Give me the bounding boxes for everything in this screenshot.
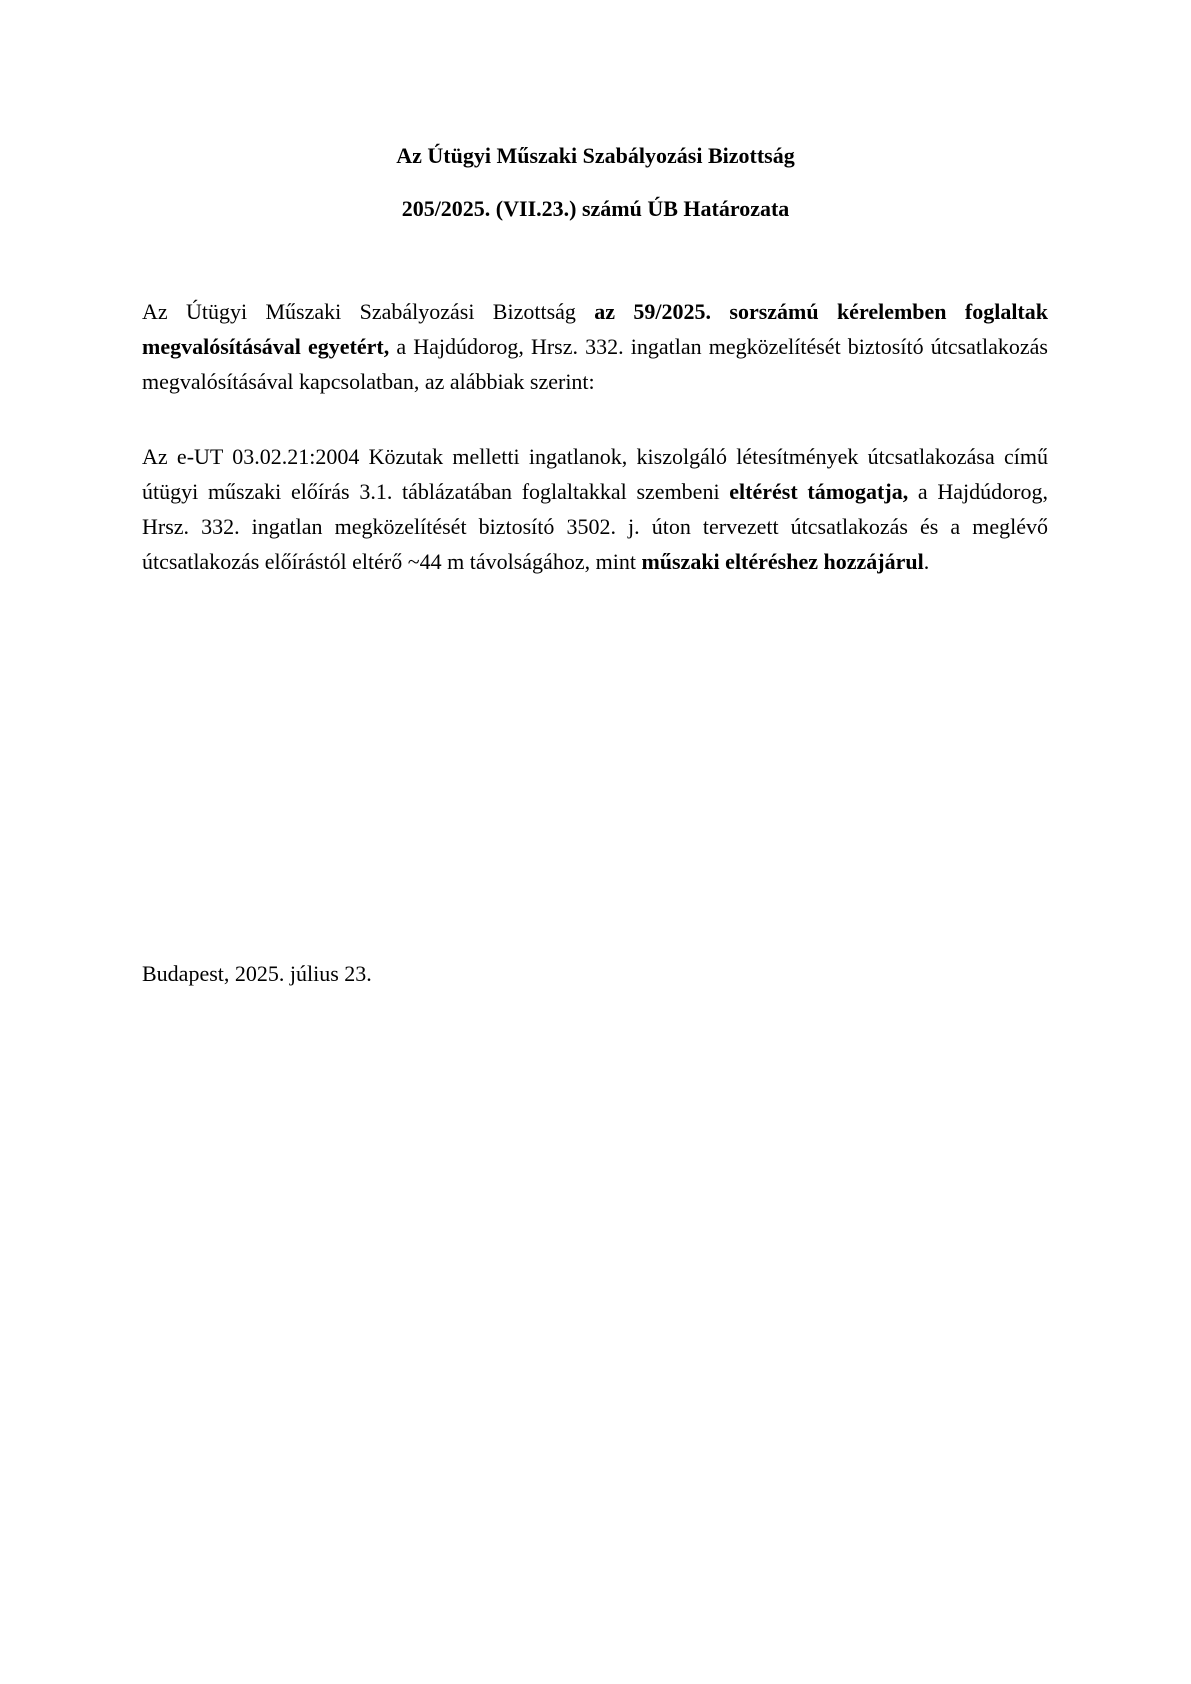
- place-and-date: Budapest, 2025. július 23.: [142, 961, 372, 986]
- paragraph-decision-intro: [142, 294, 1048, 399]
- paragraph2-bold-2: műszaki eltéréshez hozzájárul: [641, 549, 924, 574]
- paragraph2-text-2: a Hajdúdorog, Hrsz. 332. ingatlan megközelítését biztosító 3502. j. úton tervezett útcsatlakozás és a meglévő útcsatlakozás előírástól eltérő ~44 m távolságához, mint: [142, 479, 1048, 574]
- paragraph2-bold-1: eltérést támogatja,: [729, 479, 909, 504]
- document-title-line-2: 205/2025. (VII.23.) számú ÚB Határozata: [401, 196, 790, 221]
- document-title-line-1: Az Útügyi Műszaki Szabályozási Bizottság: [396, 143, 795, 168]
- paragraph1-text-1: Az Útügyi Műszaki Szabályozási Bizottság: [142, 299, 595, 324]
- paragraph2-text-3: .: [923, 549, 930, 574]
- paragraph1-bold-1: az 59/2025. sorszámú kérelemben foglaltak megvalósításával egyetért,: [142, 299, 1048, 359]
- paragraph2-text-1: Az e-UT 03.02.21:2004 Közutak melletti ingatlanok, kiszolgáló létesítmények útcsatlakozása című útügyi műszaki előírás 3.1. táblázatában foglaltakkal szembeni: [142, 444, 1048, 504]
- paragraph1-text-2: a Hajdúdorog, Hrsz. 332. ingatlan megközelítését biztosító útcsatlakozás megvalósításával kapcsolatban, az alábbiak szerint:: [142, 334, 1048, 394]
- paragraph-decision-detail: [142, 439, 1048, 579]
